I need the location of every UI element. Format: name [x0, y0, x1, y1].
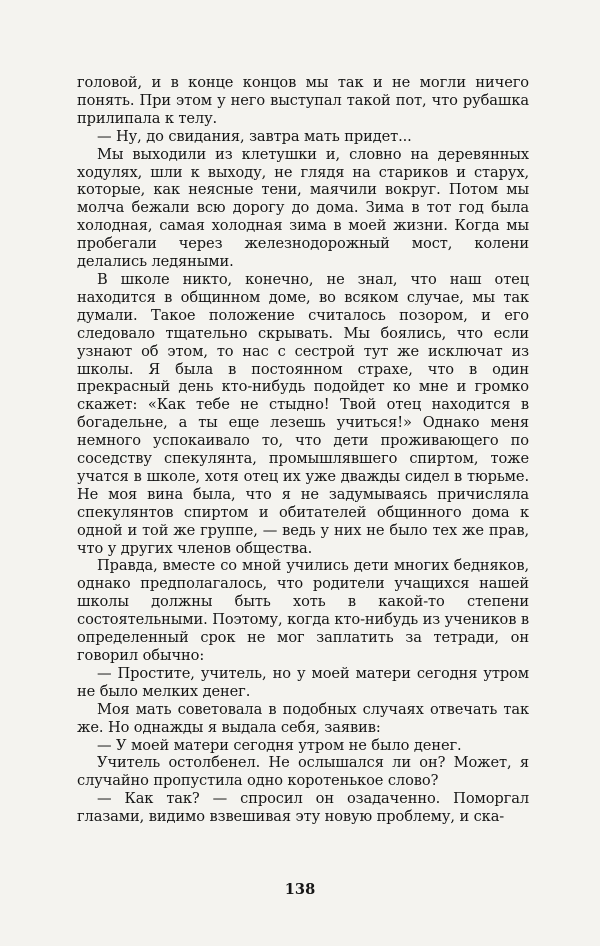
paragraph-9: Учитель остолбенел. Не ослышался ли он? Может, я случайно пропустила одно коротенькое слово?	[77, 754, 529, 790]
paragraph-5: Правда, вместе со мной учились дети многих бедняков, однако предполагалось, что родители учащихся нашей школы должны быть хоть в какой-то степени состоятельными. Поэтому, когда кто-нибудь из учеников в определенный срок не мог заплатить за тетради, он говорил обычно:	[77, 557, 529, 664]
book-page-text	[77, 74, 529, 826]
paragraph-10: — Как так? — спросил он озадаченно. Поморгал глазами, видимо взвешивая эту новую проблему, и ска-	[77, 790, 529, 826]
paragraph-2: — Ну, до свидания, завтра мать придет...	[97, 127, 412, 145]
paragraph-7: Моя мать советовала в подобных случаях отвечать так же. Но однажды я выдала себя, заявив:	[77, 700, 529, 736]
paragraph-4: В школе никто, конечно, не знал, что наш отец находится в общинном доме, во всяком случае, мы так думали. Такое положение считалось позором, и его следовало тщательно скрывать. Мы боялись, что если узнают об этом, то нас с сестрой тут же исключат из школы. Я была в постоянном страхе, что в один прекрасный день кто-нибудь подойдет ко мне и громко скажет: «Как тебе не стыдно! Твой отец находится в богадельне, а ты еще лезешь учиться!» Однако меня немного успокаивало то, что дети проживающего по соседству спекулянта, промышлявшего спиртом, тоже учатся в школе, хотя отец их уже дважды сидел в тюрьме. Не моя вина была, что я не задумываясь причисляла спекулянтов спиртом и обитателей общинного дома к одной и той же группе, — ведь у них не было тех же прав, что у других членов общества.	[77, 270, 529, 557]
paragraph-8: — У моей матери сегодня утром не было денег.	[97, 736, 462, 754]
paragraph-1: головой, и в конце концов мы так и не могли ничего понять. При этом у него выступал такой пот, что рубашка прилипала к телу.	[77, 74, 529, 127]
page-number: 138	[284, 881, 316, 898]
paragraph-6: — Простите, учитель, но у моей матери сегодня утром не было мелких денег.	[77, 664, 529, 700]
paragraph-3: Мы выходили из клетушки и, словно на деревянных ходулях, шли к выходу, не глядя на стариков и старух, которые, как неясные тени, маячили вокруг. Потом мы молча бежали всю дорогу до дома. Зима в тот год была холодная, самая холодная зима в моей жизни. Когда мы пробегали через железнодорожный мост, колени делались ледяными.	[77, 145, 529, 271]
